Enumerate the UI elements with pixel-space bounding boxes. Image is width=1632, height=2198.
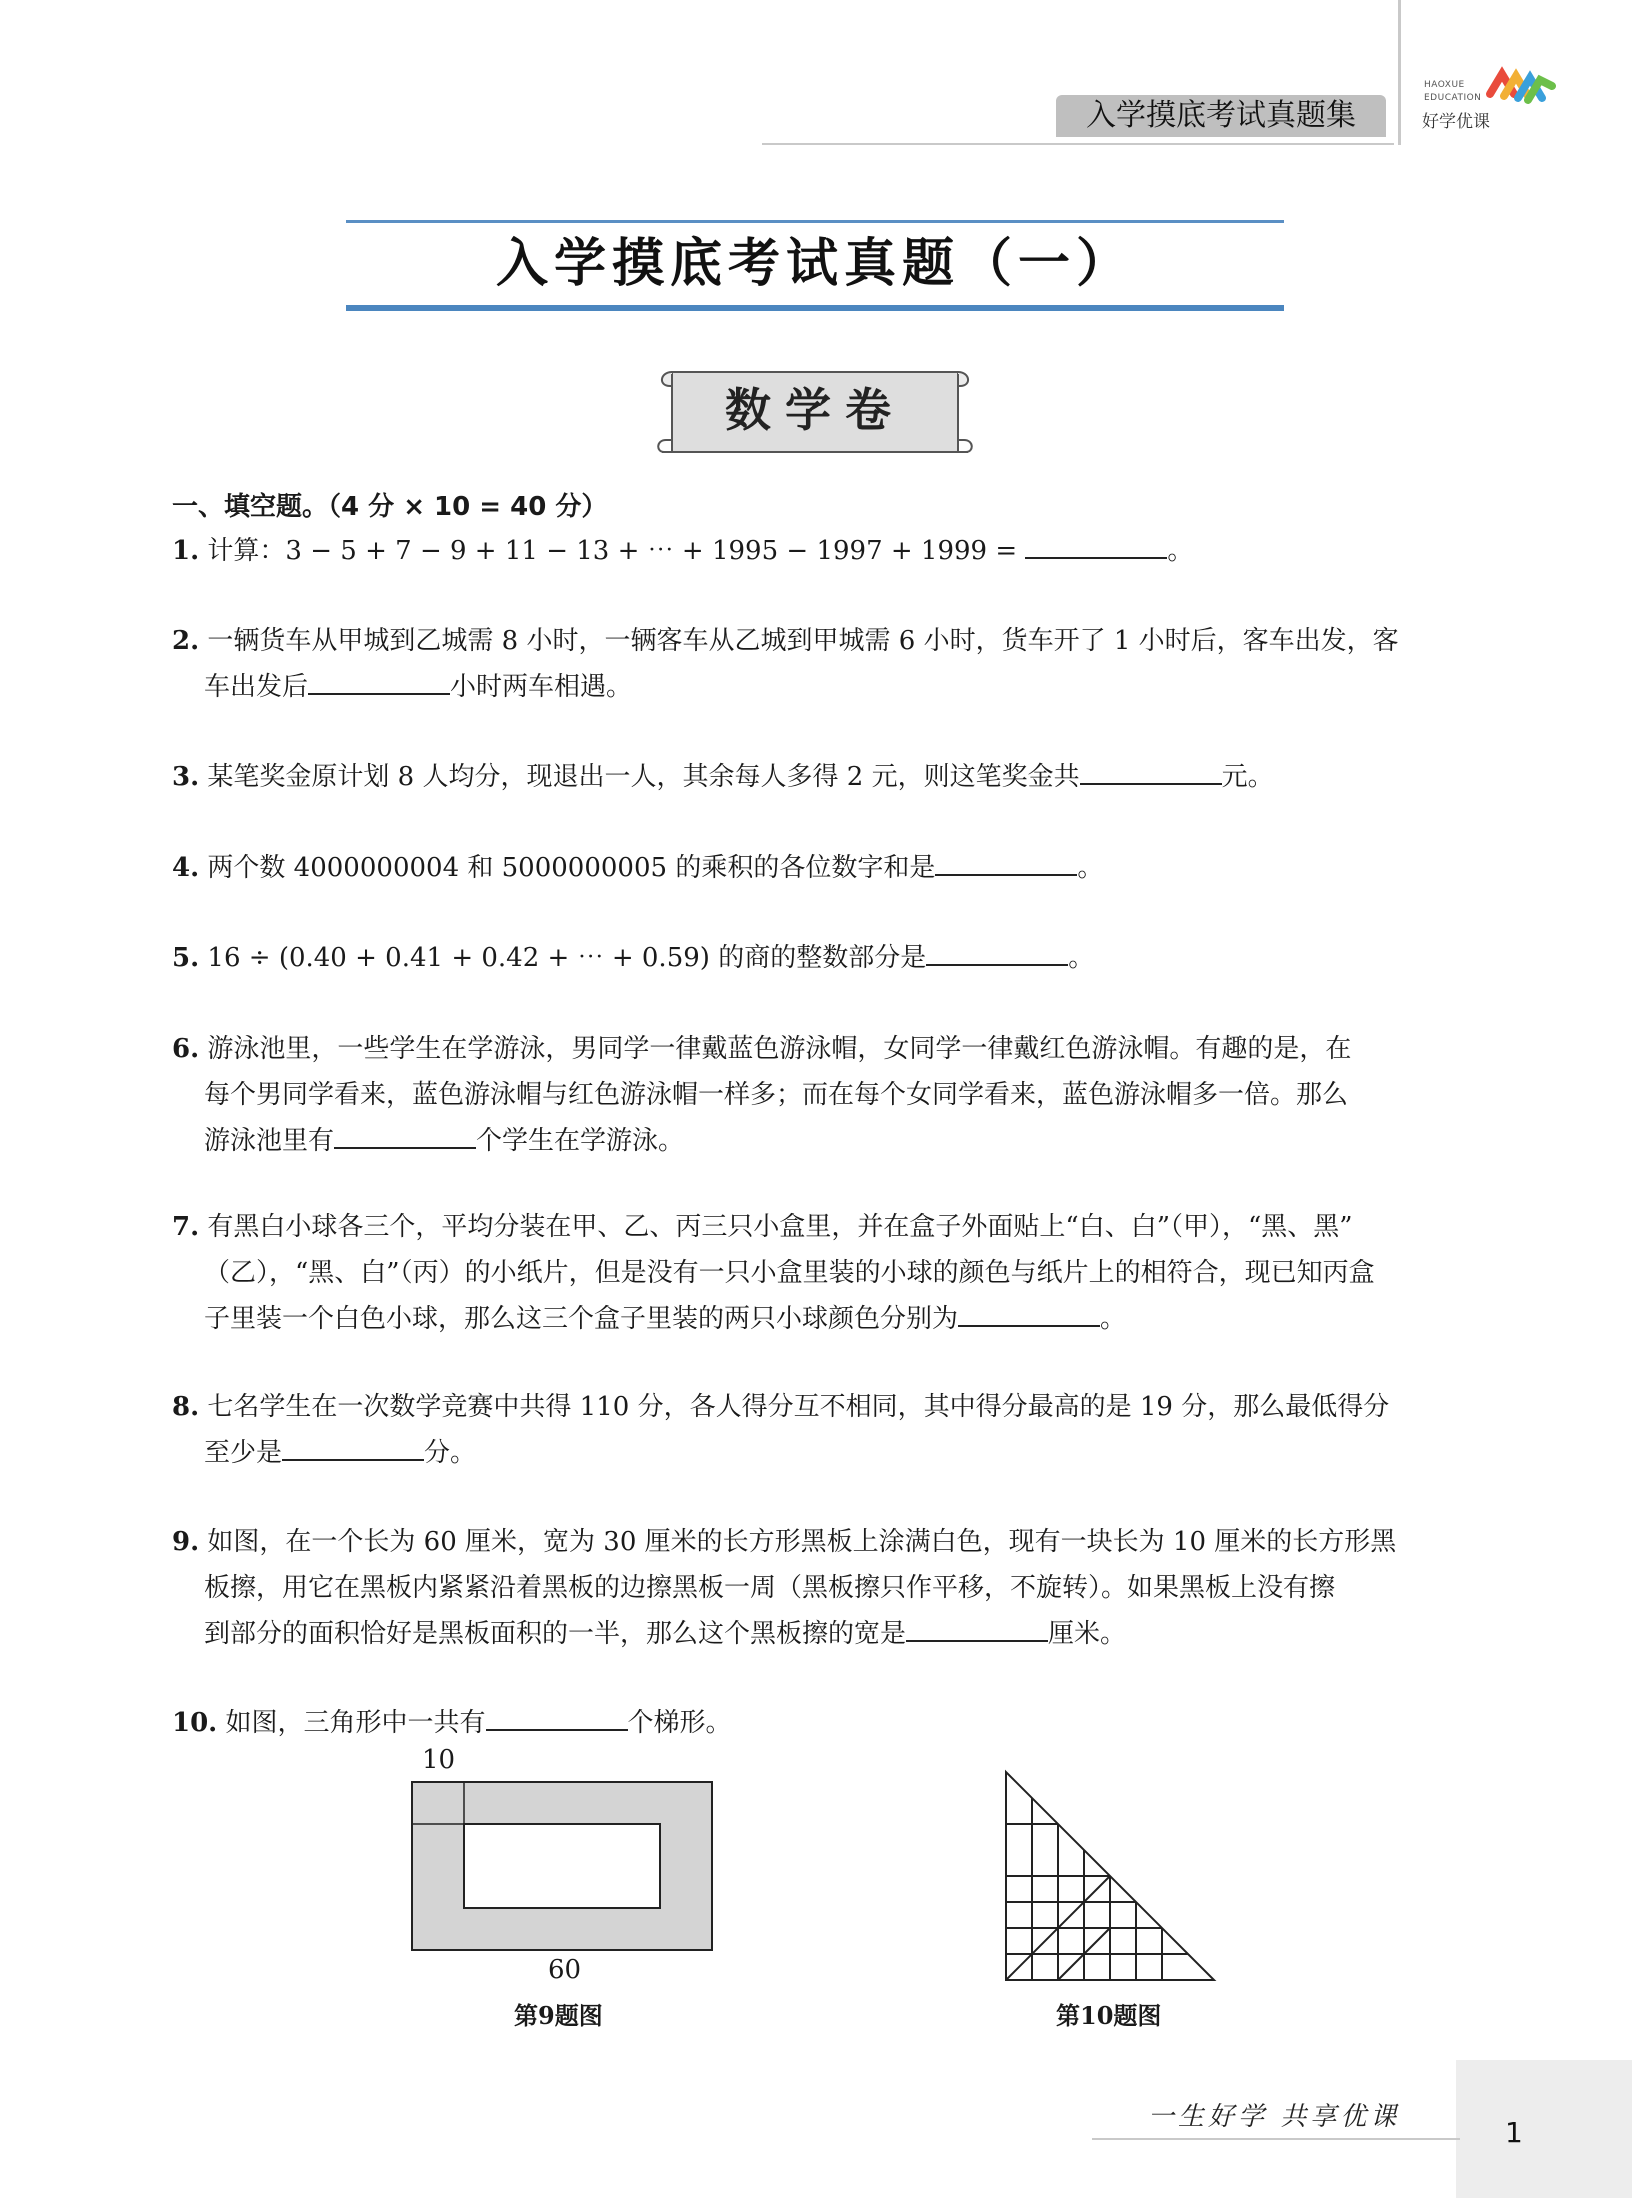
figure9-label-bottom: 60	[548, 1955, 582, 1985]
title-rule-top	[346, 220, 1284, 223]
footer-slogan: 一生好学 共享优课	[1148, 2102, 1401, 2132]
question-7: 7. 有黑白小球各三个，平均分装在甲、乙、丙三只小盒里，并在盒子外面贴上“白、白”（甲），“黑、黑” （乙），“黑、白”（丙）的小纸片，但是没有一只小盒里装的小球的颜色与纸片上的相符合，现已知丙盒 子里装一个白色小球，那么这三个盒子里装的两只小球颜色分别为 。	[172, 1204, 1462, 1342]
logo-text-cn: 好学优课	[1422, 112, 1490, 132]
header-rule	[762, 143, 1394, 145]
paper-subtitle: 数学卷	[725, 383, 905, 437]
figure9-label-top: 10	[422, 1745, 456, 1775]
page-number: 1	[1505, 2116, 1523, 2149]
answer-blank[interactable]	[282, 1431, 424, 1461]
answer-blank[interactable]	[1025, 529, 1167, 559]
question-continuation: 子里装一个白色小球，那么这三个盒子里装的两只小球颜色分别为 。	[172, 1296, 1462, 1342]
figure10-triangle-diagram	[1002, 1768, 1222, 1984]
figure9-caption: 第9题图	[514, 2001, 603, 2030]
header-divider-vertical	[1398, 0, 1401, 145]
logo-text-en-1: HAOXUE	[1424, 80, 1465, 90]
question-8: 8. 七名学生在一次数学竞赛中共得 110 分，各人得分互不相同，其中得分最高的是 19 分，那么最低得分 至少是 分。	[172, 1384, 1462, 1476]
page-title: 入学摸底考试真题（一）	[495, 234, 1134, 294]
figure10-caption: 第10题图	[1056, 2001, 1162, 2030]
question-continuation: 游泳池里有 个学生在学游泳。	[172, 1118, 1462, 1164]
answer-blank[interactable]	[486, 1701, 628, 1731]
footer-page-corner	[1456, 2060, 1632, 2198]
question-continuation: 板擦，用它在黑板内紧紧沿着黑板的边擦黑板一周（黑板擦只作平移，不旋转）。如果黑板上没有擦	[204, 1573, 1336, 1603]
figure9-blackboard-diagram	[410, 1780, 716, 1956]
title-rule-bottom	[346, 305, 1284, 311]
answer-blank[interactable]	[906, 1612, 1048, 1642]
answer-blank[interactable]	[926, 936, 1068, 966]
logo-text-en-2: EDUCATION	[1424, 93, 1482, 103]
answer-blank[interactable]	[958, 1297, 1100, 1327]
question-continuation: 至少是 分。	[172, 1430, 1462, 1476]
question-9: 9. 如图，在一个长为 60 厘米，宽为 30 厘米的长方形黑板上涂满白色，现有一块长为 10 厘米的长方形黑 板擦，用它在黑板内紧紧沿着黑板的边擦黑板一周（黑板擦只作平移，不旋转）。如果黑板上没有擦 到部分的面积恰好是黑板面积的一半，那么这个黑板擦的宽是 厘米。	[172, 1519, 1462, 1657]
question-10: 10. 如图，三角形中一共有 个梯形。	[172, 1700, 1462, 1746]
question-continuation: 车出发后 小时两车相遇。	[172, 664, 1462, 710]
answer-blank[interactable]	[935, 846, 1077, 876]
question-5: 5. 16 ÷ (0.40 + 0.41 + 0.42 + ⋯ + 0.59) 的商的整数部分是 。	[172, 935, 1462, 981]
answer-blank[interactable]	[308, 665, 450, 695]
answer-blank[interactable]	[334, 1119, 476, 1149]
question-continuation: 到部分的面积恰好是黑板面积的一半，那么这个黑板擦的宽是 厘米。	[172, 1611, 1462, 1657]
question-continuation: 每个男同学看来，蓝色游泳帽与红色游泳帽一样多；而在每个女同学看来，蓝色游泳帽多一倍。那么	[204, 1080, 1349, 1110]
section-heading: 一、填空题。（4 分 × 10 = 40 分）	[172, 492, 608, 522]
series-title-tab: 入学摸底考试真题集	[1056, 95, 1386, 137]
question-3: 3. 某笔奖金原计划 8 人均分，现退出一人，其余每人多得 2 元，则这笔奖金共 元。	[172, 754, 1462, 800]
question-continuation: （乙），“黑、白”（丙）的小纸片，但是没有一只小盒里装的小球的颜色与纸片上的相符合，现已知丙盒	[204, 1258, 1375, 1288]
question-4: 4. 两个数 4000000004 和 5000000005 的乘积的各位数字和是 。	[172, 845, 1462, 891]
footer-rule	[1092, 2138, 1460, 2140]
question-1: 1. 计算：3 − 5 + 7 − 9 + 11 − 13 + ⋯ + 1995 − 1997 + 1999 = 。	[172, 528, 1462, 574]
question-6: 6. 游泳池里，一些学生在学游泳，男同学一律戴蓝色游泳帽，女同学一律戴红色游泳帽。有趣的是，在 每个男同学看来，蓝色游泳帽与红色游泳帽一样多；而在每个女同学看来，蓝色游泳帽多一倍。那么 游泳池里有 个学生在学游泳。	[172, 1026, 1462, 1164]
question-2: 2. 一辆货车从甲城到乙城需 8 小时，一辆客车从乙城到甲城需 6 小时，货车开了 1 小时后，客车出发，客 车出发后 小时两车相遇。	[172, 618, 1462, 710]
answer-blank[interactable]	[1080, 755, 1222, 785]
